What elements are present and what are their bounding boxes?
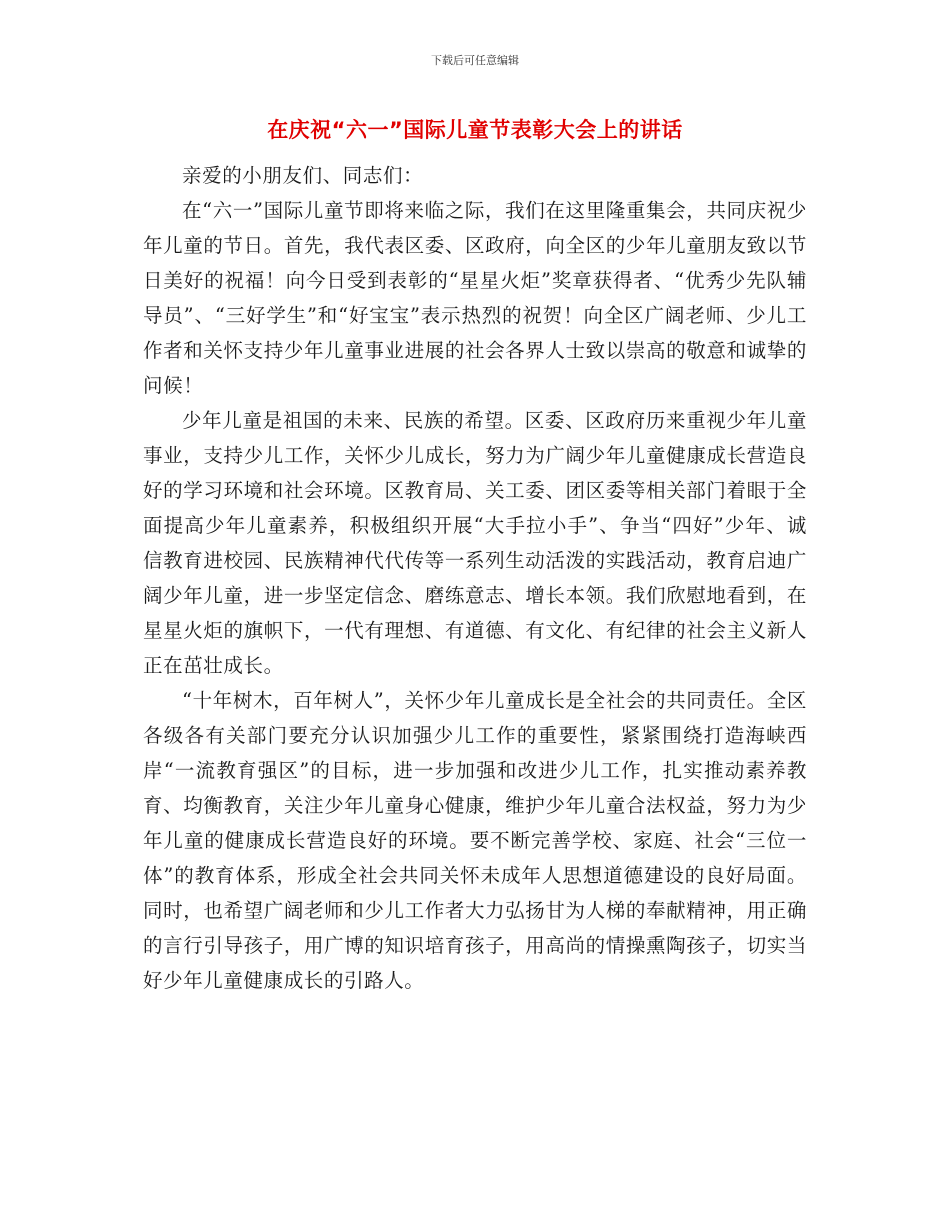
paragraph-3: “十年树木，百年树人”，关怀少年儿童成长是全社会的共同责任。全区各级各有关部门要充分认识加强少儿工作的重要性，紧紧围绕打造海峡西岸“一流教育强区”的目标，进一步加强和改进少儿工作，扎实推动素养教育、均衡教育，关注少年儿童身心健康，维护少年儿童合法权益，努力为少年儿童的健康成长营造良好的环境。要不断完善学校、家庭、社会“三位一体”的教育体系，形成全社会共同关怀未成年人思想道德建设的良好局面。同时，也希望广阔老师和少儿工作者大力弘扬甘为人梯的奉献精神，用正确的言行引导孩子，用广博的知识培育孩子，用高尚的情操熏陶孩子，切实当好少年儿童健康成长的引路人。 [143,689,807,992]
paragraph-1: 在“六一”国际儿童节即将来临之际，我们在这里隆重集会，共同庆祝少年儿童的节日。首先，我代表区委、区政府，向全区的少年儿童朋友致以节日美好的祝福！向今日受到表彰的“星星火炬”奖章获得者、“优秀少先队辅导员”、“三好学生”和“好宝宝”表示热烈的祝贺！向全区广阔老师、少儿工作者和关怀支持少年儿童事业进展的社会各界人士致以崇高的敬意和诚挚的问候！ [143,199,807,397]
salutation: 亲爱的小朋友们、同志们： [182,164,424,187]
header-note: 下载后可任意编辑 [431,54,519,67]
document-body [143,158,807,998]
document-title: 在庆祝“六一”国际儿童节表彰大会上的讲话 [267,118,683,142]
paragraph-2: 少年儿童是祖国的未来、民族的希望。区委、区政府历来重视少年儿童事业，支持少儿工作，关怀少儿成长，努力为广阔少年儿童健康成长营造良好的学习环境和社会环境。区教育局、关工委、团区委等相关部门着眼于全面提高少年儿童素养，积极组织开展“大手拉小手”、争当“四好”少年、诚信教育进校园、民族精神代代传等一系列生动活泼的实践活动，教育启迪广阔少年儿童，进一步坚定信念、磨练意志、增长本领。我们欣慰地看到，在星星火炬的旗帜下，一代有理想、有道德、有文化、有纪律的社会主义新人正在茁壮成长。 [143,409,807,677]
